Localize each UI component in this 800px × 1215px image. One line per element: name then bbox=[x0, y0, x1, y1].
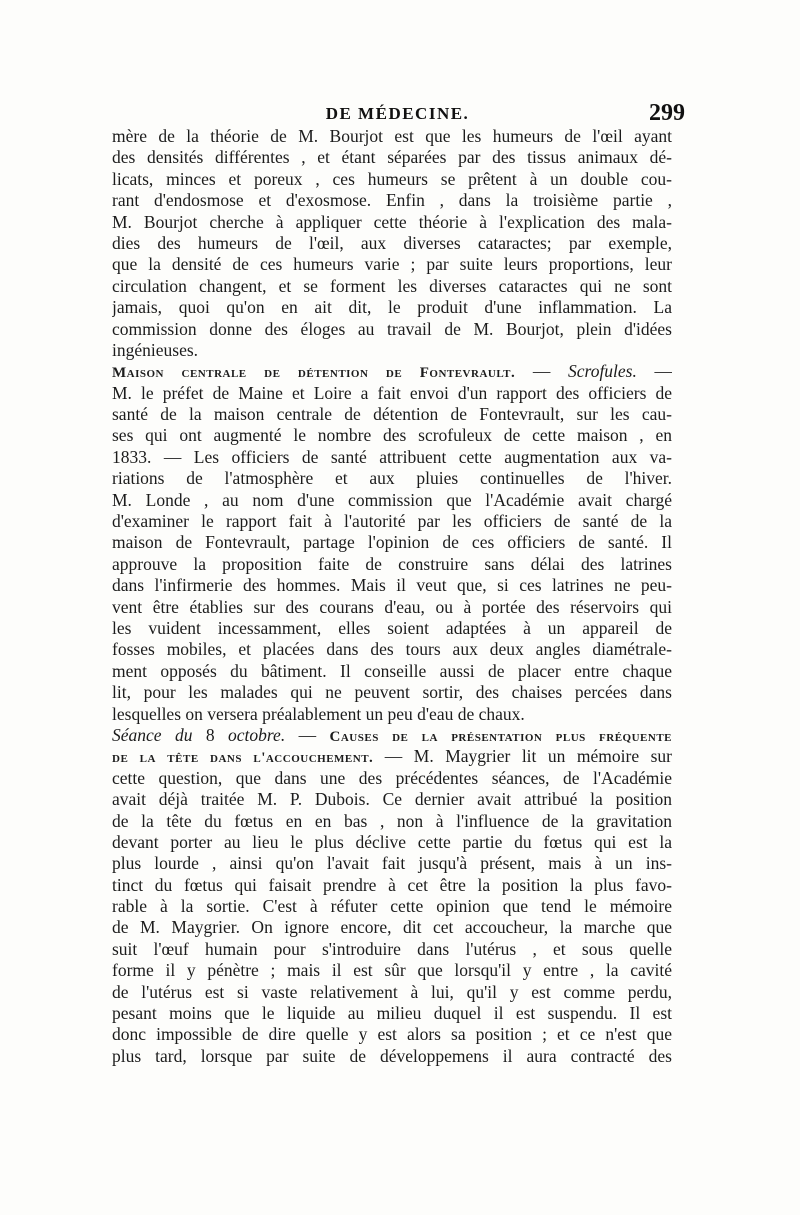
text-segment: Causes de la présentation plus fréquente bbox=[329, 728, 672, 745]
text-segment: ses qui ont augmenté le nombre des scrofuleux de cette maison , en bbox=[112, 425, 672, 446]
text-segment: — bbox=[285, 724, 330, 745]
text-segment: licats, minces et poreux , ces humeurs se prêtent à un double cou- bbox=[112, 168, 672, 189]
text-line bbox=[112, 511, 672, 532]
text-segment: de la tête du fœtus en en bas , non à l'influence de la gravitation bbox=[112, 810, 672, 831]
text-segment: dans l'infirmerie des hommes. Mais il veut que, si ces latrines ne peu- bbox=[112, 575, 672, 596]
text-segment: — bbox=[636, 361, 672, 382]
text-segment: Maison centrale de détention de Fontevrault. bbox=[112, 365, 516, 382]
text-segment: suit l'œuf humain pour s'introduire dans l'utérus , et sous quelle bbox=[112, 938, 672, 959]
text-line bbox=[112, 361, 672, 382]
text-line bbox=[112, 661, 672, 682]
text-line bbox=[112, 811, 672, 832]
text-line bbox=[112, 960, 672, 981]
text-line bbox=[112, 575, 672, 596]
text-line bbox=[112, 597, 672, 618]
text-segment: tinct du fœtus qui faisait prendre à cet être la position la plus favo- bbox=[112, 874, 672, 895]
text-line bbox=[112, 468, 672, 489]
text-segment: plus tard, lorsque par suite de développemens il aura contracté des bbox=[112, 1045, 672, 1066]
text-line bbox=[112, 704, 672, 725]
text-segment: dies des humeurs de l'œil, aux diverses cataractes; par exemple, bbox=[112, 232, 672, 253]
text-line bbox=[112, 425, 672, 446]
text-line bbox=[112, 340, 672, 361]
text-line bbox=[112, 147, 672, 168]
text-line bbox=[112, 853, 672, 874]
text-line bbox=[112, 917, 672, 938]
text-line bbox=[112, 875, 672, 896]
text-line bbox=[112, 746, 672, 767]
text-line bbox=[112, 169, 672, 190]
text-segment: fosses mobiles, et placées dans des tours aux deux angles diamétrale- bbox=[112, 639, 672, 660]
text-line bbox=[112, 319, 672, 340]
text-line bbox=[112, 982, 672, 1003]
text-segment: vent être établies sur des courans d'eau, ou à portée des réservoirs qui bbox=[112, 596, 672, 617]
text-line bbox=[112, 1003, 672, 1024]
text-line bbox=[112, 126, 672, 147]
text-segment: jamais, quoi qu'on en ait dit, le produit d'une inflammation. La bbox=[112, 297, 672, 318]
text-segment: des densités différentes , et étant séparées par des tissus animaux dé- bbox=[112, 147, 672, 168]
text-segment: octobre. bbox=[228, 724, 286, 745]
text-segment: donc impossible de dire quelle y est alors sa position ; et ce n'est que bbox=[112, 1024, 672, 1045]
text-line bbox=[112, 383, 672, 404]
text-line bbox=[112, 682, 672, 703]
page-number: 299 bbox=[649, 100, 685, 126]
text-segment: de la tête dans l'accouchement. bbox=[112, 750, 374, 767]
text-segment: commission donne des éloges au travail de M. Bourjot, plein d'idées bbox=[112, 318, 672, 339]
text-segment: d'examiner le rapport fait à l'autorité par les officiers de santé de la bbox=[112, 511, 672, 532]
text-segment: M. Londe , au nom d'une commission que l'Académie avait chargé bbox=[112, 489, 672, 510]
text-line bbox=[112, 254, 672, 275]
text-line bbox=[112, 447, 672, 468]
text-segment: mère de la théorie de M. Bourjot est que les humeurs de l'œil ayant bbox=[112, 126, 672, 146]
text-line bbox=[112, 233, 672, 254]
text-line bbox=[112, 896, 672, 917]
text-segment: cette question, que dans une des précédentes séances, de l'Académie bbox=[112, 767, 672, 788]
text-segment: maison de Fontevrault, partage l'opinion de ces officiers de santé. Il bbox=[112, 532, 672, 553]
text-line bbox=[112, 404, 672, 425]
text-segment: M. Bourjot cherche à appliquer cette théorie à l'explication des mala- bbox=[112, 211, 672, 232]
text-line bbox=[112, 554, 672, 575]
text-line bbox=[112, 618, 672, 639]
text-segment: Scrofules. bbox=[568, 361, 637, 382]
text-line bbox=[112, 1024, 672, 1045]
text-line bbox=[112, 532, 672, 553]
text-segment: — bbox=[515, 361, 569, 382]
text-segment: M. le préfet de Maine et Loire a fait envoi d'un rapport des officiers de bbox=[112, 382, 672, 403]
body-text bbox=[112, 126, 672, 1067]
text-segment: plus lourde , ainsi qu'on l'avait fait jusqu'à présent, mais à un ins- bbox=[112, 853, 672, 874]
text-line bbox=[112, 212, 672, 233]
text-line bbox=[112, 725, 672, 746]
text-segment: lesquelles on versera préalablement un peu d'eau de chaux. bbox=[112, 703, 525, 724]
running-title: DE MÉDECINE. bbox=[325, 104, 470, 123]
text-segment: avait déjà traitée M. P. Dubois. Ce dernier avait attribué la position bbox=[112, 789, 672, 810]
text-line bbox=[112, 768, 672, 789]
text-segment: lit, pour les malades qui ne peuvent sortir, des chaises percées dans bbox=[112, 682, 672, 703]
text-segment: approuve la proposition faite de construire sans délai des latrines bbox=[112, 553, 672, 574]
text-segment: ingénieuses. bbox=[112, 339, 199, 360]
text-line bbox=[112, 832, 672, 853]
text-segment: pesant moins que le liquide au milieu duquel il est suspendu. Il est bbox=[112, 1003, 672, 1024]
text-segment: santé de la maison centrale de détention de Fontevrault, sur les cau- bbox=[112, 404, 672, 425]
text-segment: Séance du bbox=[112, 724, 206, 745]
text-line bbox=[112, 190, 672, 211]
text-segment: — M. Maygrier lit un mémoire sur bbox=[373, 746, 672, 767]
text-segment: rable à la sortie. C'est à réfuter cette opinion que tend le mémoire bbox=[112, 896, 672, 917]
text-segment: devant porter au lieu le plus déclive cette partie du fœtus qui est la bbox=[112, 831, 672, 852]
text-line bbox=[112, 639, 672, 660]
text-line bbox=[112, 939, 672, 960]
text-segment: de l'utérus est si vaste relativement à lui, qu'il y est comme perdu, bbox=[112, 981, 672, 1002]
text-line bbox=[112, 789, 672, 810]
text-segment: 1833. — Les officiers de santé attribuent cette augmentation aux va- bbox=[112, 446, 672, 467]
text-line bbox=[112, 490, 672, 511]
text-segment: riations de l'atmosphère et aux pluies continuelles de l'hiver. bbox=[112, 468, 672, 489]
text-segment: que la densité de ces humeurs varie ; par suite leurs proportions, leur bbox=[112, 254, 672, 275]
text-line bbox=[112, 276, 672, 297]
text-segment: rant d'endosmose et d'exosmose. Enfin , dans la troisième partie , bbox=[112, 190, 672, 211]
text-segment: ment opposés du bâtiment. Il conseille aussi de placer entre chaque bbox=[112, 660, 672, 681]
text-segment: 8 bbox=[205, 724, 229, 745]
text-segment: les vuident incessamment, elles soient adaptées à un appareil de bbox=[112, 617, 672, 638]
text-segment: circulation changent, et se forment les diverses cataractes qui ne sont bbox=[112, 275, 672, 296]
text-segment: de M. Maygrier. On ignore encore, dit cet accoucheur, la marche que bbox=[112, 917, 672, 938]
text-line bbox=[112, 1046, 672, 1067]
text-line bbox=[112, 297, 672, 318]
text-segment: forme il y pénètre ; mais il est sûr que lorsqu'il y entre , la cavité bbox=[112, 960, 672, 981]
